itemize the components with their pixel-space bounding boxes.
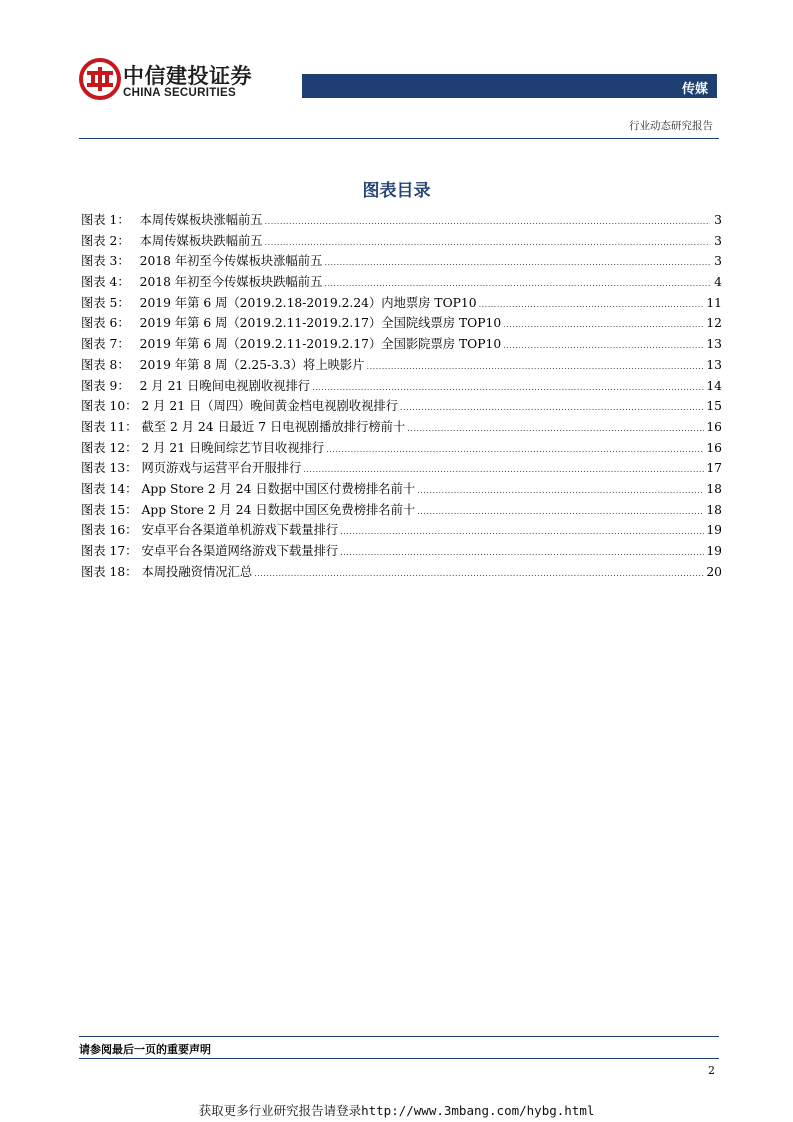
toc-leader-dots	[324, 274, 710, 295]
toc-entry[interactable]	[81, 293, 722, 314]
section-header-bar	[302, 74, 717, 98]
toc-leader-dots	[400, 398, 704, 419]
toc-entry-label: 图表 8：	[81, 357, 130, 372]
toc-entry-title[interactable]: App Store 2 月 24 日数据中国区免费榜排名前十	[141, 502, 416, 517]
toc-entry-label: 图表 5：	[81, 295, 130, 310]
toc-entry-title[interactable]: 网页游戏与运营平台开服排行	[141, 461, 302, 476]
company-logo	[79, 58, 259, 104]
toc-entry-title[interactable]: 2019 年第 6 周（2019.2.11-2019.2.17）全国院线票房 TOP10	[139, 316, 502, 331]
company-name-cn: 中信建投证券	[123, 64, 252, 88]
toc-entry[interactable]	[81, 458, 722, 479]
toc-leader-dots	[417, 481, 704, 502]
toc-entry-label: 图表 11：	[81, 419, 138, 434]
toc-entry-page[interactable]: 19	[706, 544, 722, 558]
toc-entry-label: 图表 9：	[81, 378, 130, 393]
toc-entry-label: 图表 16：	[81, 523, 138, 538]
toc-entry-label: 图表 10：	[81, 399, 138, 414]
toc-entry[interactable]	[81, 562, 722, 583]
toc-entry-title[interactable]: 2 月 21 日晚间综艺节目收视排行	[141, 440, 325, 455]
toc-entry-page[interactable]: 11	[706, 295, 722, 310]
toc-entry-title[interactable]: 安卓平台各渠道单机游戏下载量排行	[141, 523, 339, 538]
company-name-en: CHINA SECURITIES	[123, 87, 236, 99]
toc-entry-page[interactable]: 16	[706, 419, 722, 434]
toc-entry-title[interactable]: 安卓平台各渠道网络游戏下载量排行	[141, 544, 339, 558]
footer-divider-top	[79, 1036, 719, 1037]
toc-entry-label: 图表 17：	[81, 544, 138, 558]
toc-entry[interactable]	[81, 334, 722, 355]
toc-entry-page[interactable]: 3	[714, 254, 722, 269]
toc-entry-page[interactable]: 18	[706, 502, 722, 517]
toc-entry-title[interactable]: App Store 2 月 24 日数据中国区付费榜排名前十	[141, 481, 416, 496]
toc-entry-page[interactable]: 13	[706, 357, 722, 372]
toc-leader-dots	[479, 295, 705, 316]
toc-entry[interactable]	[81, 272, 722, 293]
toc-leader-dots	[503, 315, 704, 336]
footer-divider-bottom	[79, 1058, 719, 1059]
toc-entry-title[interactable]: 2019 年第 8 周（2.25-3.3）将上映影片	[139, 357, 365, 372]
footer-promo: 获取更多行业研究报告请登录http://www.3mbang.com/hybg.html	[198, 1103, 595, 1118]
toc-entry-page[interactable]: 18	[706, 481, 722, 496]
toc-entry-label: 图表 14：	[81, 481, 138, 496]
toc-entry[interactable]	[81, 231, 722, 252]
toc-leader-dots	[265, 233, 710, 254]
toc-entry-label: 图表 3：	[81, 254, 130, 269]
toc-leader-dots	[254, 564, 704, 585]
toc-entry-label: 图表 15：	[81, 502, 138, 517]
toc-entry-page[interactable]: 3	[714, 233, 722, 248]
toc-entry-page[interactable]: 19	[706, 523, 722, 538]
toc-entry-label: 图表 1：	[81, 213, 130, 227]
toc-entry-title[interactable]: 2 月 21 日晚间电视剧收视排行	[139, 378, 311, 393]
toc-entry-label: 图表 13：	[81, 461, 138, 476]
toc-entry-page[interactable]: 20	[706, 564, 722, 579]
toc-leader-dots	[265, 212, 710, 233]
toc-entry[interactable]	[81, 438, 722, 459]
china-securities-logo-icon	[79, 58, 121, 100]
toc-entry-label: 图表 12：	[81, 440, 138, 455]
report-type: 行业动态研究报告	[629, 120, 713, 132]
toc-entry[interactable]	[81, 251, 722, 272]
toc-entry-title[interactable]: 2 月 21 日（周四）晚间黄金档电视剧收视排行	[141, 399, 398, 414]
toc-entry[interactable]	[81, 520, 722, 541]
toc-entry[interactable]	[81, 396, 722, 417]
toc-entry[interactable]	[81, 541, 722, 562]
toc-entry-title[interactable]: 2019 年第 6 周（2019.2.18-2019.2.24）内地票房 TOP10	[139, 295, 477, 310]
toc-entry-page[interactable]: 16	[706, 440, 722, 455]
toc-entry-label: 图表 7：	[81, 337, 130, 352]
toc-entry-title[interactable]: 本周投融资情况汇总	[141, 564, 253, 579]
toc-entry-page[interactable]: 13	[706, 337, 722, 352]
header-divider	[79, 138, 719, 139]
toc-entry-title[interactable]: 截至 2 月 24 日最近 7 日电视剧播放排行榜前十	[141, 419, 406, 434]
toc-leader-dots	[340, 543, 704, 564]
toc-entry-title[interactable]: 2019 年第 6 周（2019.2.11-2019.2.17）全国影院票房 TOP10	[139, 337, 502, 352]
toc-entry-page[interactable]: 14	[706, 378, 722, 393]
table-of-figures	[81, 210, 722, 582]
toc-entry-title[interactable]: 本周传媒板块跌幅前五	[139, 233, 263, 248]
toc-entry-page[interactable]: 4	[714, 275, 722, 290]
disclaimer-note: 请参阅最后一页的重要声明	[79, 1043, 211, 1056]
section-label: 传媒	[681, 82, 708, 97]
toc-entry-page[interactable]: 3	[714, 213, 722, 227]
toc-entry[interactable]	[81, 376, 722, 397]
toc-entry[interactable]	[81, 500, 722, 521]
toc-entry[interactable]	[81, 313, 722, 334]
toc-title: 图表目录	[362, 181, 431, 201]
toc-leader-dots	[303, 460, 704, 481]
toc-entry-title[interactable]: 2018 年初至今传媒板块跌幅前五	[139, 275, 323, 290]
toc-entry-page[interactable]: 12	[706, 316, 722, 331]
toc-entry-label: 图表 6：	[81, 316, 130, 331]
toc-entry-title[interactable]: 2018 年初至今传媒板块涨幅前五	[139, 254, 323, 269]
toc-entry-label: 图表 4：	[81, 275, 130, 290]
toc-entry[interactable]	[81, 417, 722, 438]
toc-leader-dots	[340, 522, 704, 543]
toc-entry-label: 图表 2：	[81, 233, 130, 248]
toc-entry-page[interactable]: 17	[706, 461, 722, 476]
toc-leader-dots	[312, 378, 704, 399]
toc-leader-dots	[367, 357, 705, 378]
toc-leader-dots	[326, 440, 704, 461]
toc-entry[interactable]	[81, 479, 722, 500]
toc-entry-page[interactable]: 15	[706, 399, 722, 414]
toc-entry[interactable]	[81, 355, 722, 376]
toc-entry-title[interactable]: 本周传媒板块涨幅前五	[139, 213, 263, 227]
toc-leader-dots	[417, 502, 704, 523]
toc-leader-dots	[503, 336, 704, 357]
toc-entry-label: 图表 18：	[81, 564, 138, 579]
toc-leader-dots	[324, 253, 710, 274]
toc-leader-dots	[407, 419, 704, 440]
page-number: 2	[708, 1064, 715, 1077]
toc-entry[interactable]	[81, 210, 722, 231]
